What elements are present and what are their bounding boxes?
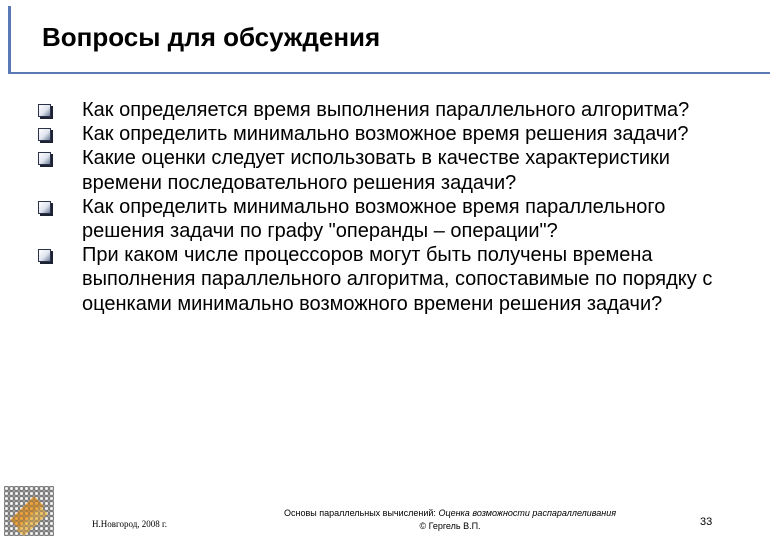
square-bullet-icon [38,201,51,214]
footer-author: © Гергель В.П. [419,521,481,531]
question-item [38,195,738,243]
title-frame-bottom-line [8,72,770,74]
question-text: Как определяется время выполнения параллельного алгоритма? [82,99,690,121]
question-item [38,243,738,316]
question-item [38,98,738,122]
square-bullet-icon [38,128,51,141]
slide-title: Вопросы для обсуждения [42,22,381,52]
footer-course-line [232,507,668,520]
square-bullet-icon [38,152,51,165]
question-list [38,98,738,316]
question-text: При каком числе процессоров могут быть получены времена выполнения параллельного алгоритма, сопоставимые по порядку с оценками минимально возможного времени решения задачи? [82,244,713,315]
footer-course: Основы параллельных вычислений: [283,508,436,518]
question-text: Как определить минимально возможное время решения задачи? [82,123,689,146]
footer-topic: Оценка возможности распараллеливания [438,508,617,518]
page-number: 33 [700,516,713,528]
university-logo-icon [4,486,54,536]
question-text: Какие оценки следует использовать в качестве характеристики времени последовательного решения задачи? [82,147,670,194]
footer-city-year: Н.Новгород, 2008 г. [92,519,167,529]
square-bullet-icon [38,104,51,117]
question-item [38,122,738,146]
title-frame-left-line [8,6,11,74]
question-text: Как определить минимально возможное время параллельного решения задачи по графу "операнды – операции"? [82,195,666,243]
square-bullet-icon [38,249,51,262]
footer-course-info [232,507,668,533]
question-item [38,146,738,194]
